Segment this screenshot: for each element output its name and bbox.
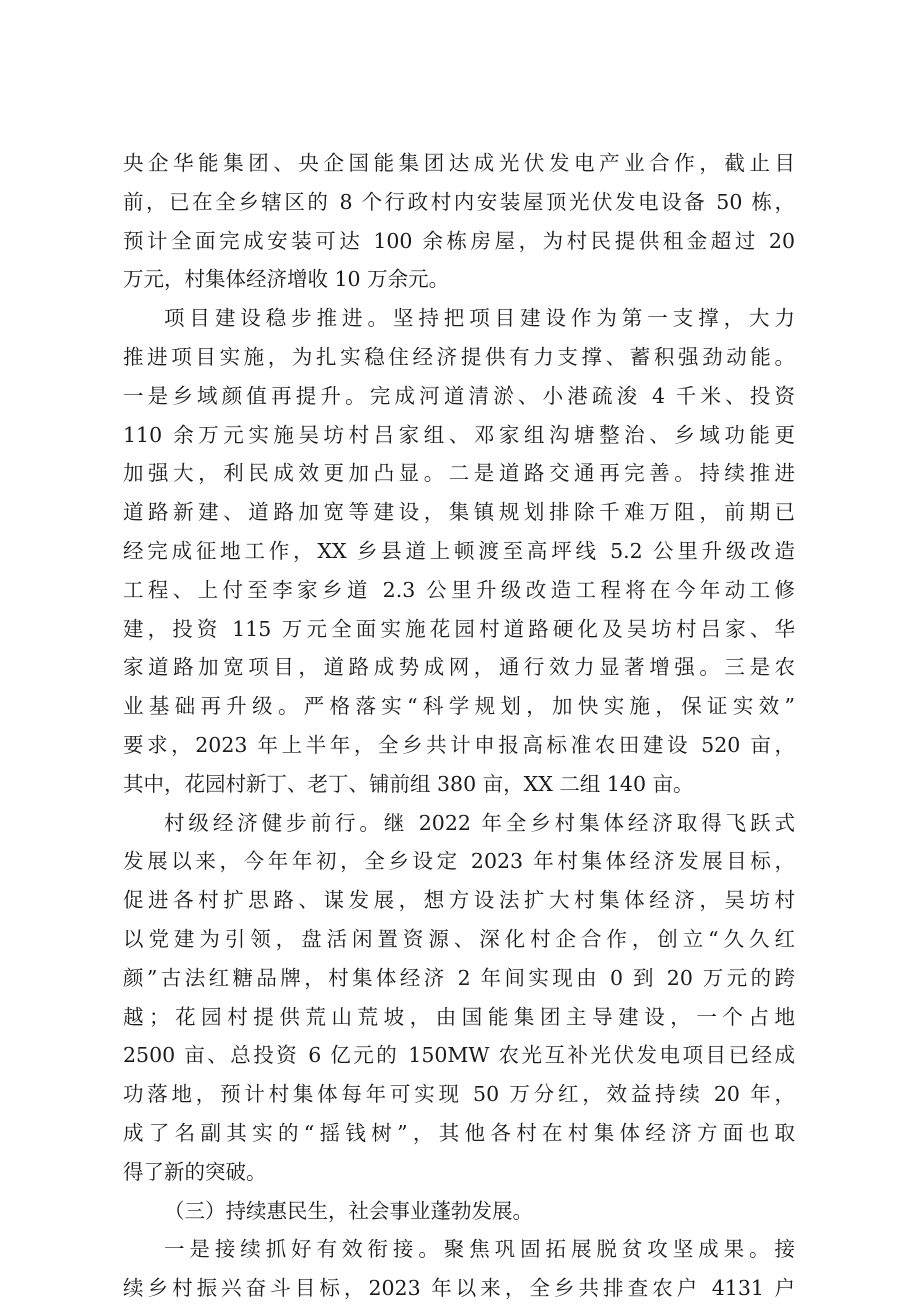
paragraph-line: 成了名副其实的“摇钱树”，其他各村在村集体经济方面也取 xyxy=(123,1120,795,1145)
paragraph-line: 万元，村集体经济增收 10 万余元。 xyxy=(123,267,450,292)
paragraph-line: 其中，花园村新丁、老丁、铺前组 380 亩，XX 二组 140 亩。 xyxy=(123,771,694,796)
section-heading-text: （三）持续惠民生，社会事业蓬勃发展。 xyxy=(164,1198,533,1223)
paragraph-line: 功落地，预计村集体每年可实现 50 万分红，效益持续 20 年， xyxy=(123,1082,795,1107)
paragraph-line: 前，已在全乡辖区的 8 个行政村内安装屋顶光伏发电设备 50 栋， xyxy=(123,189,795,214)
section-heading xyxy=(123,1192,795,1231)
paragraph-line: 预计全面完成安装可达 100 余栋房屋，为村民提供租金超过 20 xyxy=(123,228,795,253)
paragraph-line: 2500 亩、总投资 6 亿元的 150MW 农光互补光伏发电项目已经成 xyxy=(123,1043,795,1068)
paragraph-line: 央企华能集团、央企国能集团达成光伏发电产业合作，截止目 xyxy=(123,151,795,175)
paragraph-line: 经完成征地工作，XX 乡县道上顿渡至高坪线 5.2 公里升级改造 xyxy=(123,538,795,563)
paragraph-line: 道路新建、道路加宽等建设，集镇规划排除千难万阻，前期已 xyxy=(123,500,795,525)
paragraph-line: 建，投资 115 万元全面实施花园村道路硬化及吴坊村吕家、华 xyxy=(123,616,795,641)
paragraph-line: 110 余万元实施吴坊村吕家组、邓家组沟塘整治、乡域功能更 xyxy=(123,422,795,447)
paragraph-line: 发展以来，今年年初，全乡设定 2023 年村集体经济发展目标， xyxy=(123,849,795,874)
paragraph-line: 村级经济健步前行。继 2022 年全乡村集体经济取得飞跃式 xyxy=(164,810,795,835)
paragraph-3 xyxy=(123,804,795,1192)
paragraph-line: 续乡村振兴奋斗目标，2023 年以来，全乡共排查农户 4131 户 xyxy=(123,1276,795,1301)
paragraph-line: 一是乡域颜值再提升。完成河道清淤、小港疏浚 4 千米、投资 xyxy=(123,383,795,408)
paragraph-5 xyxy=(123,1230,795,1308)
paragraph-line: 加强大，利民成效更加凸显。二是道路交通再完善。持续推进 xyxy=(123,461,795,486)
paragraph-line: 项目建设稳步推进。坚持把项目建设作为第一支撑，大力 xyxy=(164,306,795,331)
paragraph-line: 推进项目实施，为扎实稳住经济提供有力支撑、蓄积强劲动能。 xyxy=(123,344,795,369)
paragraph-1 xyxy=(123,144,795,299)
paragraph-line: 越；花园村提供荒山荒坡，由国能集团主导建设，一个占地 xyxy=(123,1004,795,1029)
paragraph-line: 促进各村扩思路、谋发展，想方设法扩大村集体经济，吴坊村 xyxy=(123,888,795,913)
paragraph-line: 工程、上付至李家乡道 2.3 公里升级改造工程将在今年动工修 xyxy=(123,577,795,602)
paragraph-line: 以党建为引领，盘活闲置资源、深化村企合作，创立“久久红 xyxy=(123,926,795,951)
paragraph-line: 家道路加宽项目，道路成势成网，通行效力显著增强。三是农 xyxy=(123,655,795,680)
paragraph-2 xyxy=(123,299,795,803)
document-body xyxy=(123,144,795,1308)
paragraph-line: 一是接续抓好有效衔接。聚焦巩固拓展脱贫攻坚成果。接 xyxy=(164,1237,795,1262)
paragraph-line: 要求，2023 年上半年，全乡共计申报高标准农田建设 520 亩， xyxy=(123,732,795,757)
paragraph-line: 业基础再升级。严格落实“科学规划，加快实施，保证实效” xyxy=(123,694,795,719)
paragraph-line: 得了新的突破。 xyxy=(123,1159,267,1184)
paragraph-line: 颜”古法红糖品牌，村集体经济 2 年间实现由 0 到 20 万元的跨 xyxy=(123,965,795,990)
